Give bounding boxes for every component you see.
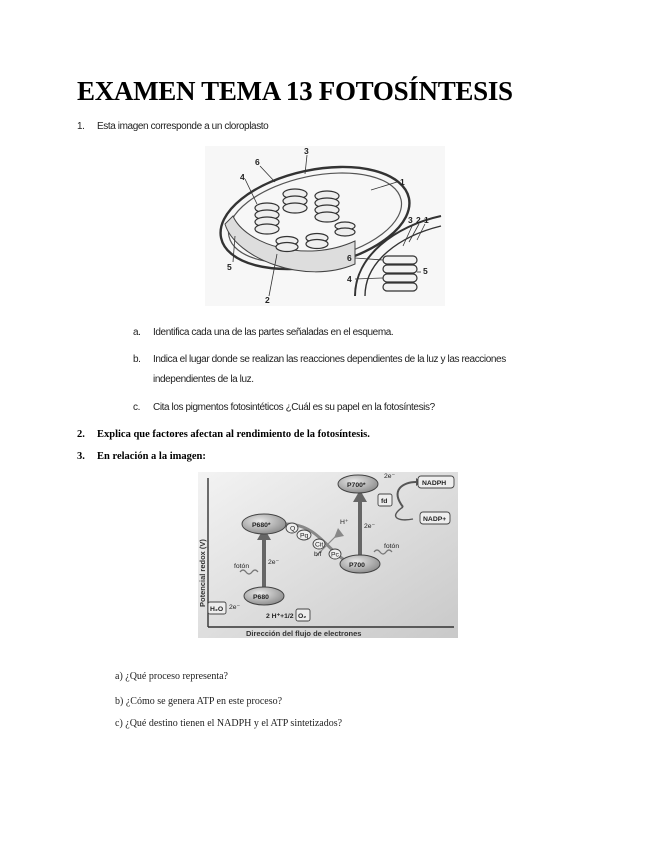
water-label: H₂O xyxy=(210,606,224,613)
nadp-label: NADP+ xyxy=(423,516,447,523)
subquestion-3c-text: c) ¿Qué destino tienen el NADPH y el ATP sintetizados? xyxy=(115,718,343,729)
p680-label: P680 xyxy=(253,594,269,601)
chloroplast-label-3: 3 xyxy=(304,146,309,156)
question-2-text: Explica que factores afectan al rendimiento de la fotosíntesis. xyxy=(97,429,370,440)
subquestion-1a-text: Identifica cada una de las partes señaladas en el esquema. xyxy=(153,327,394,338)
oxygen-label: O₂ xyxy=(298,613,307,620)
z-scheme-diagram xyxy=(198,472,458,638)
carrier-cyt-label: Cit xyxy=(315,541,324,549)
p700-star-label: P700* xyxy=(347,482,366,489)
subquestion-1b-marker: b. xyxy=(133,354,141,365)
carrier-pc-label: Pc xyxy=(331,551,339,559)
carrier-q-label: Q xyxy=(290,525,296,533)
detail-label-2: 2 xyxy=(416,215,421,225)
subquestion-3a-text: a) ¿Qué proceso representa? xyxy=(115,671,228,682)
proton-label: H⁺ xyxy=(340,519,349,526)
chloroplast-label-2: 2 xyxy=(265,295,270,305)
subquestion-1c-text: Cita los pigmentos fotosintéticos ¿Cuál es su papel en la fotosíntesis? xyxy=(153,402,435,413)
subquestion-1c-marker: c. xyxy=(133,402,140,413)
nadph-label: NADPH xyxy=(422,480,447,487)
photon-label-1: fotón xyxy=(234,563,250,570)
electron-label-2: 2e⁻ xyxy=(229,604,241,611)
question-3-number: 3. xyxy=(77,451,85,462)
subquestion-3b-text: b) ¿Cómo se genera ATP en este proceso? xyxy=(115,696,283,707)
subquestion-1a-marker: a. xyxy=(133,327,141,338)
y-axis-label: Potencial redox (V) xyxy=(198,539,207,607)
question-3-text: En relación a la imagen: xyxy=(97,451,206,462)
detail-label-3: 3 xyxy=(408,215,413,225)
question-1-text: Esta imagen corresponde a un cloroplasto xyxy=(97,121,269,132)
electron-label-1: 2e⁻ xyxy=(268,559,280,566)
p680-star-label: P680* xyxy=(252,522,271,529)
electron-label-4: 2e⁻ xyxy=(384,473,396,480)
subquestion-1b-continuation: independientes de la luz. xyxy=(153,374,254,385)
page-title: EXAMEN TEMA 13 FOTOSÍNTESIS xyxy=(77,76,513,106)
question-2-number: 2. xyxy=(77,429,85,440)
chloroplast-label-4: 4 xyxy=(240,172,245,182)
carrier-pq-label: Pq xyxy=(300,532,309,540)
detail-label-4: 4 xyxy=(347,274,352,284)
chloroplast-figure xyxy=(205,146,445,306)
chloroplast-label-6: 6 xyxy=(255,157,260,167)
chloroplast-label-5: 5 xyxy=(227,262,232,272)
products-label: 2 H⁺+1/2 xyxy=(266,613,294,620)
detail-label-1: 1 xyxy=(424,215,429,225)
photon-label-2: fotón xyxy=(384,543,400,550)
chloroplast-label-1: 1 xyxy=(400,177,405,187)
carrier-bf-label: b/f xyxy=(314,551,322,558)
x-axis-label: Dirección del flujo de electrones xyxy=(246,629,362,638)
question-1-number: 1. xyxy=(77,121,85,132)
fd-label: fd xyxy=(381,498,388,505)
electron-label-3: 2e⁻ xyxy=(364,523,376,530)
detail-label-6: 6 xyxy=(347,253,352,263)
p700-label: P700 xyxy=(349,562,365,569)
subquestion-1b-text: Indica el lugar donde se realizan las reacciones dependientes de la luz y las reacciones xyxy=(153,354,506,365)
detail-label-5: 5 xyxy=(423,266,428,276)
